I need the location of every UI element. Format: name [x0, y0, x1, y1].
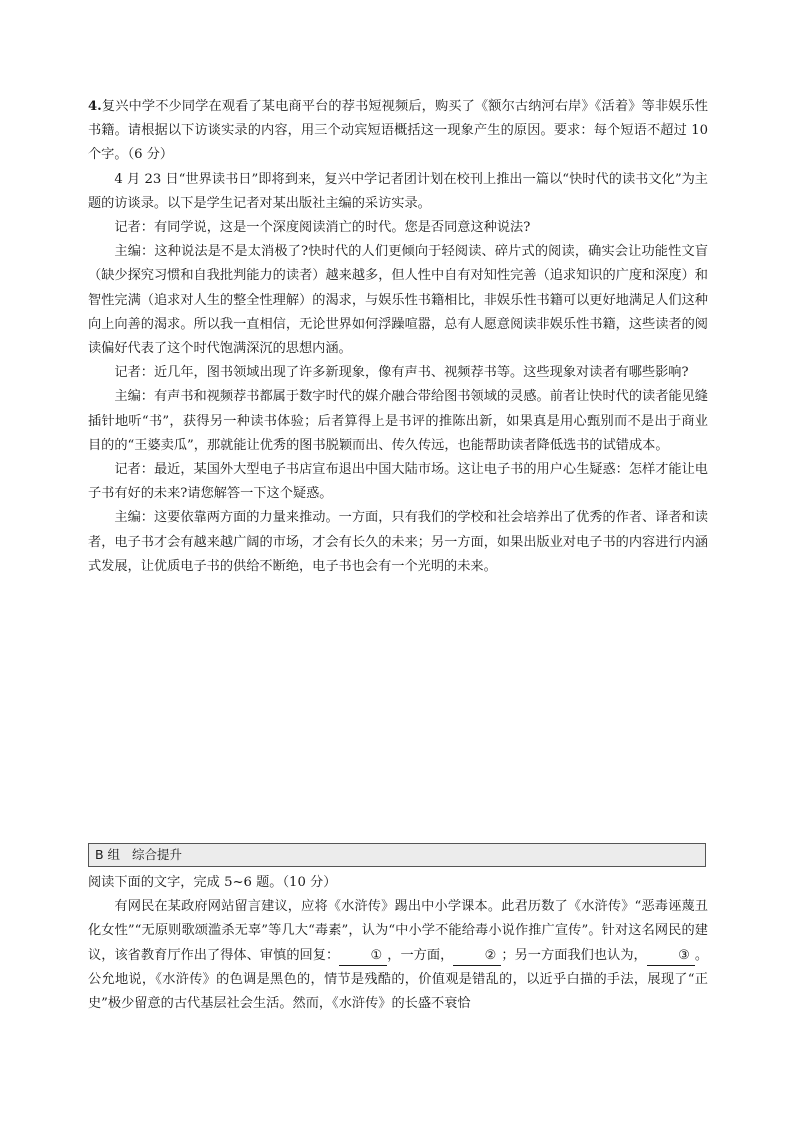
passage-text-3: ；另一方面我们也认为，	[501, 947, 647, 963]
section-b-label: B 组	[95, 847, 121, 862]
interview-answer-2: 主编：有声书和视频荐书都属于数字时代的媒介融合带给图书领域的灵感。前者让快时代的读者能见缝插针地听“书”，获得另一种读书体验；后者算得上是书评的推陈出新，如果真是用心甄别而不是出于商业目的的“王婆卖瓜”，那就能让优秀的图书脱颖而出、传久传远，也能帮助读者降低选书的试错成本。	[88, 389, 708, 453]
reading-instruction: 阅读下面的文字，完成 5~6 题。（10 分）	[88, 875, 337, 890]
answer-blank-1[interactable]: ①	[339, 947, 387, 966]
interview-question-3: 记者：最近，某国外大型电子书店宣布退出中国大陆市场。这让电子书的用户心生疑惑：怎样才能让电子书有好的未来?请您解答一下这个疑惑。	[88, 462, 708, 502]
question-4-prompt	[88, 95, 708, 168]
section-b-block	[88, 871, 708, 1016]
passage-text-1: 有网民在某政府网站留言建议，应将《水浒传》踢出中小学课本。此君历数了《水浒传》“恶毒诬蔑丑化女性”“无原则歌颂滥杀无辜”等几大“毒素”，认为“中小学不能给毒小说作推广宣传”。针对这名网民的建议，该省教育厅作出了得体、审慎的回复：	[88, 899, 708, 963]
interview-question-1: 记者：有同学说，这是一个深度阅读消亡的时代。您是否同意这种说法?	[114, 220, 531, 236]
interview-answer-1: 主编：这种说法是不是太消极了?快时代的人们更倾向于轻阅读、碎片式的阅读，确实会让功能性文盲（缺少探究习惯和自我批判能力的读者）越来越多，但人性中自有对知性完善（追求知识的广度和深度）和智性完满（追求对人生的整全性理解）的渴求，与娱乐性书籍相比，非娱乐性书籍可以更好地满足人们这种向上向善的渴求。所以我一直相信，无论世界如何浮躁喧嚣，总有人愿意阅读非娱乐性书籍，这些读者的阅读偏好代表了这个时代饱满深沉的思想内涵。	[88, 244, 708, 357]
interview-question-2: 记者：近几年，图书领域出现了许多新现象，像有声书、视频荐书等。这些现象对读者有哪些影响?	[114, 365, 689, 381]
answer-blank-3[interactable]: ③	[647, 947, 695, 966]
passage-text-2: ，一方面，	[387, 947, 454, 963]
question-4-block	[88, 95, 708, 579]
answer-blank-2[interactable]: ②	[453, 947, 501, 966]
section-b-title: 综合提升	[131, 847, 182, 862]
interview-answer-3: 主编：这要依靠两方面的力量来推动。一方面，只有我们的学校和社会培养出了优秀的作者、译者和读者，电子书才会有越来越广阔的市场，才会有长久的未来；另一方面，如果出版业对电子书的内容进行内涵式发展，让优质电子书的供给不断绝，电子书也会有一个光明的未来。	[88, 510, 708, 574]
question-number: 4.	[88, 99, 102, 114]
question-4-text: 复兴中学不少同学在观看了某电商平台的荐书短视频后，购买了《额尔古纳河右岸》《活着》等非娱乐性书籍。请根据以下访谈实录的内容，用三个动宾短语概括这一现象产生的原因。要求：每个短语不超过 10 个字。（6 分）	[88, 99, 708, 163]
passage-text-4: 。公允地说，《水浒传》的色调是黑色的，情节是残酷的，价值观是错乱的，以近乎白描的手法，展现了“正史”极少留意的古代基层社会生活。然而，《水浒传》的长盛不衰恰	[88, 947, 709, 1012]
interview-intro: 4 月 23 日“世界读书日”即将到来，复兴中学记者团计划在校刊上推出一篇以“快时代的读书文化”为主题的访谈录。以下是学生记者对某出版社主编的采访实录。	[88, 171, 708, 211]
section-b-header	[88, 843, 706, 867]
reading-passage	[88, 895, 708, 1016]
